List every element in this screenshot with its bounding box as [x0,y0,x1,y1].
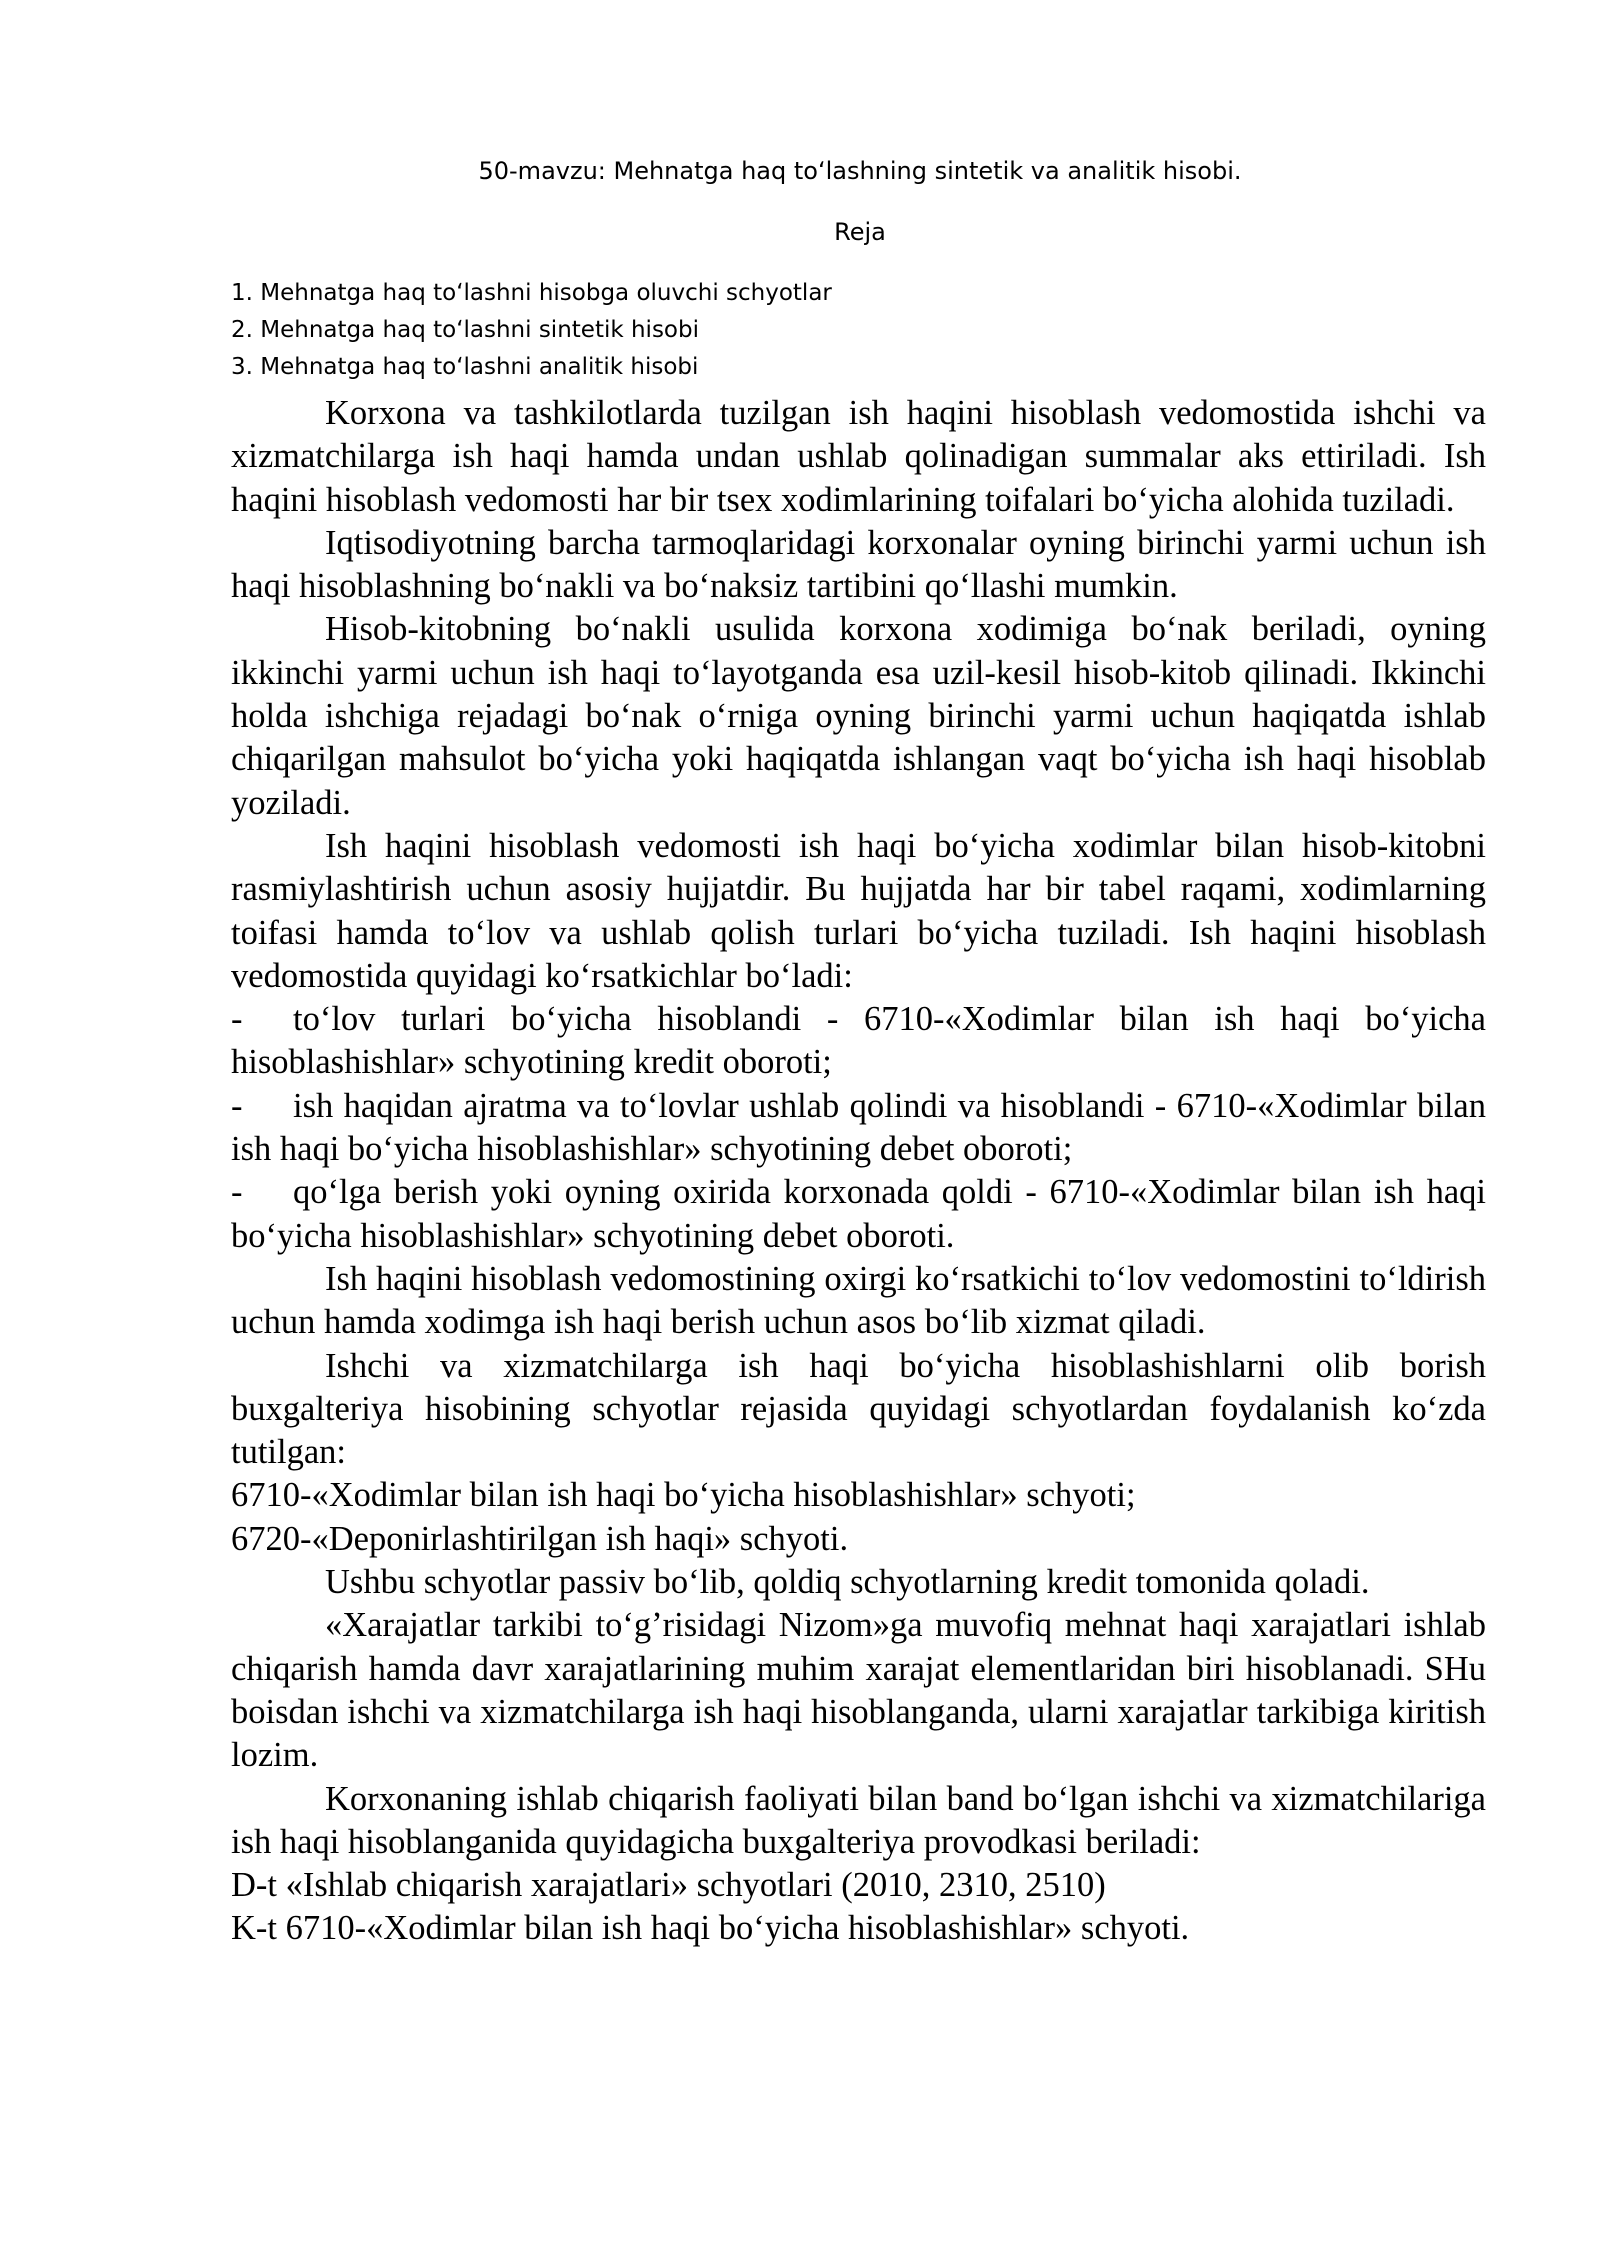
list-dash: - [231,1000,243,1039]
document-title: 50-mavzu: Mehnatga haq toʻlashning sintetik va analitik hisobi. [478,157,1242,185]
account-line: 6720-«Deponirlashtirilgan ish haqi» schyoti. [231,1519,849,1558]
account-line: 6710-«Xodimlar bilan ish haqi boʻyicha hisoblashishlar» schyoti; [231,1476,1136,1515]
list-item [231,998,1486,1085]
plan-item: 3. Mehnatga haq toʻlashni analitik hisobi [231,354,699,380]
paragraph: Ish haqini hisoblash vedomosti ish haqi boʻyicha xodimlar bilan hisob-kitobni rasmiylashtirish uchun asosiy hujjatdir. Bu hujjatda har bir tabel raqami, xodimlarning toifasi hamda toʻlov va ushlab qolish turlari boʻyicha tuziladi. Ish haqini hisoblash vedomostida quyidagi koʻrsatkichlar boʻladi: [231,826,1486,995]
list-item [231,1171,1486,1258]
list-dash: - [231,1086,243,1125]
paragraph: Hisob-kitobning boʻnakli usulida korxona xodimiga boʻnak beriladi, oyning ikkinchi yarmi uchun ish haqi toʻlayotganda esa uzil-kesil hisob-kitob qilinadi. Ikkinchi holda ishchiga rejadagi boʻnak oʻrniga oyning birinchi yarmi uchun haqiqatda ishlab chiqarilgan mahsulot boʻyicha yoki haqiqatda ishlangan vaqt boʻyicha ish haqi hisoblab yoziladi. [231,610,1486,822]
list-item-text: ish haqidan ajratma va toʻlovlar ushlab qolindi va hisoblandi - 6710-«Xodimlar bilan ish haqi boʻyicha hisoblashishlar» schyotining debet oboroti; [231,1086,1486,1169]
plan-item: 1. Mehnatga haq toʻlashni hisobga oluvchi schyotlar [231,280,832,306]
paragraph: Ushbu schyotlar passiv boʻlib, qoldiq schyotlarning kredit tomonida qoladi. [325,1563,1370,1602]
paragraph: Ish haqini hisoblash vedomostining oxirgi koʻrsatkichi toʻlov vedomostini toʻldirish uchun hamda xodimga ish haqi berish uchun asos boʻlib xizmat qiladi. [231,1259,1486,1342]
list-item-text: qoʻlga berish yoki oyning oxirida korxonada qoldi - 6710-«Xodimlar bilan ish haqi boʻyicha hisoblashishlar» schyotining debet oboroti. [231,1173,1486,1255]
document-body [231,392,1486,1951]
list-item-text: toʻlov turlari boʻyicha hisoblandi - 6710-«Xodimlar bilan ish haqi boʻyicha hisoblashishlar» schyotining kredit oboroti; [231,1000,1486,1082]
plan-list [231,275,832,386]
paragraph: Korxonaning ishlab chiqarish faoliyati bilan band boʻlgan ishchi va xizmatchilariga ish haqi hisoblanganida quyidagicha buxgalteriya provodkasi beriladi: [231,1779,1486,1861]
list-item [231,1085,1486,1172]
paragraph: «Xarajatlar tarkibi toʻgʼrisidagi Nizom»ga muvofiq mehnat haqi xarajatlari ishlab chiqarish hamda davr xarajatlarining muhim xarajat elementlaridan biri hisoblanadi. SHu boisdan ishchi va xizmatchilarga ish haqi hisoblanganda, ularni xarajatlar tarkibiga kiritish lozim. [231,1606,1486,1775]
paragraph: Iqtisodiyotning barcha tarmoqlaridagi korxonalar oyning birinchi yarmi uchun ish haqi hisoblashning boʻnakli va boʻnaksiz tartibini qoʻllashi mumkin. [231,523,1486,606]
list-dash: - [231,1173,243,1212]
credit-entry: K-t 6710-«Xodimlar bilan ish haqi boʻyicha hisoblashishlar» schyoti. [231,1909,1190,1948]
paragraph: Ishchi va xizmatchilarga ish haqi boʻyicha hisoblashishlarni olib borish buxgalteriya hisobining schyotlar rejasida quyidagi schyotlardan foydalanish koʻzda tutilgan: [231,1346,1486,1472]
debit-entry: D-t «Ishlab chiqarish xarajatlari» schyotlari (2010, 2310, 2510) [231,1866,1106,1905]
paragraph: Korxona va tashkilotlarda tuzilgan ish haqini hisoblash vedomostida ishchi va xizmatchilarga ish haqi hamda undan ushlab qolinadigan summalar aks ettiriladi. Ish haqini hisoblash vedomosti har bir tsex xodimlarining toifalari boʻyicha alohida tuziladi. [231,394,1486,519]
plan-item: 2. Mehnatga haq toʻlashni sintetik hisobi [231,317,699,343]
plan-heading: Reja [834,218,886,246]
